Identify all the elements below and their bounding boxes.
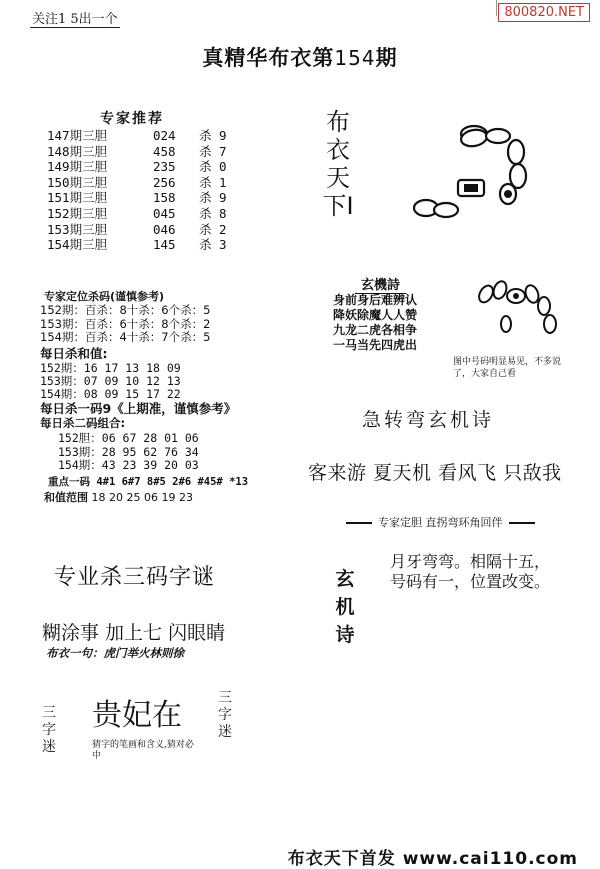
- list-item: 154期：百杀：4十杀：7个杀：5: [40, 330, 211, 344]
- xjs-poem: [333, 293, 417, 353]
- one-code-line: 每日杀一码9《上期准，谨慎参考》: [40, 401, 237, 416]
- list-item: 152期三胆 045 杀 8: [47, 205, 227, 221]
- footer-source: 布衣天下首发 www.cai110.com: [287, 849, 578, 869]
- riddle-hint: 猜字的笔画和含义,猜对必中: [92, 740, 194, 761]
- hezhi-range-line: [44, 489, 193, 505]
- dingdan-text: 专家定胆 直拐弯环角回伴: [378, 516, 503, 529]
- hezhi-range-values: 18 20 25 06 19 23: [91, 491, 193, 504]
- dingwei-heading: 专家定位杀码(谨慎参考): [44, 290, 165, 303]
- list-item: 154期：43 23 39 20 03: [58, 458, 199, 472]
- title-main: 真精华布衣第: [202, 46, 335, 70]
- list-item: 154期三胆 145 杀 3: [47, 237, 227, 253]
- vertical-title: 布衣天下I: [322, 108, 354, 220]
- kelai-line: 客来游 夏天机 看风飞 只敌我: [308, 462, 562, 484]
- list-item: 152期：16 17 13 18 09: [40, 361, 181, 375]
- top-note: 关注1 5出一个: [30, 8, 120, 28]
- key-code-line: 重点一码 4#1 6#7 8#5 2#6 #45# *13: [48, 476, 249, 488]
- list-item: 147期三胆 024 杀 9: [47, 128, 227, 143]
- list-item: 150期三胆 256 杀 1: [47, 174, 227, 190]
- recommend-heading: 专家推荐: [100, 111, 164, 127]
- sha-title: 专业杀三码字谜: [54, 565, 216, 590]
- title-number: 154: [334, 46, 376, 70]
- list-item: 151期三胆 158 杀 9: [47, 190, 227, 206]
- jizhuan-title: 急转弯玄机诗: [362, 409, 495, 431]
- riddle-word: 贵妃在: [92, 698, 182, 733]
- site-watermark: 800820.NET: [498, 3, 590, 22]
- poem-line: 月牙弯弯。相隔十五，: [390, 552, 551, 571]
- list-item: 153期：28 95 62 76 34: [58, 444, 199, 459]
- vertical-xuanji: 玄机诗: [335, 568, 355, 646]
- hezhi-list: [40, 362, 181, 401]
- divider: [346, 522, 372, 524]
- list-item: 148期三胆 458 杀 7: [47, 143, 227, 159]
- dingdan-line: [340, 514, 541, 530]
- poem-line: 号码有一，位置改变。: [390, 572, 551, 591]
- xjs-heading: 玄機詩: [355, 274, 406, 294]
- title-suffix: 期: [375, 46, 398, 70]
- hezhi-heading: 每日杀和值:: [40, 346, 108, 361]
- list-item: 152胆：06 67 28 01 06: [58, 431, 199, 445]
- sanzi-label-left: 三字迷: [42, 705, 56, 755]
- dingwei-list: [40, 304, 210, 345]
- list-item: 152期：百杀：8十杀：6个杀：5: [40, 303, 211, 317]
- list-item: 153期：07 09 10 12 13: [40, 374, 181, 388]
- bead-cluster-illustration: [470, 280, 570, 352]
- sanzi-label-right: 三字迷: [218, 690, 232, 740]
- list-item: 153期：百杀：6十杀：8个杀：2: [40, 316, 211, 331]
- two-code-heading: 每日杀二码组合:: [40, 416, 126, 430]
- poem-line: 降妖除魔人人赞: [333, 308, 418, 322]
- list-item: 153期三胆 046 杀 2: [47, 221, 227, 237]
- poem-line: 身前身后难辨认: [333, 293, 418, 307]
- riddle-poem: [390, 552, 550, 592]
- image-caption: 图中号码明显易见，不多说了，大家自己看: [453, 357, 562, 379]
- poem-line: 九龙二虎各相争: [333, 323, 418, 337]
- bead-chain-illustration: [412, 120, 532, 230]
- recommend-list: [47, 128, 227, 253]
- list-item: 154期：08 09 15 17 22: [40, 387, 181, 401]
- page-title: [0, 42, 600, 72]
- divider: [496, 0, 497, 16]
- hezhi-range-label: 和值范围: [44, 491, 88, 504]
- poem-line: 一马当先四虎出: [333, 338, 418, 352]
- divider: [509, 522, 535, 524]
- riddle-line: 糊涂事 加上七 闪眼睛: [42, 622, 226, 644]
- yiju-line: 布衣一句：虎门举火林则徐: [46, 646, 184, 660]
- list-item: 149期三胆 235 杀 0: [47, 159, 227, 175]
- two-code-list: [58, 432, 199, 473]
